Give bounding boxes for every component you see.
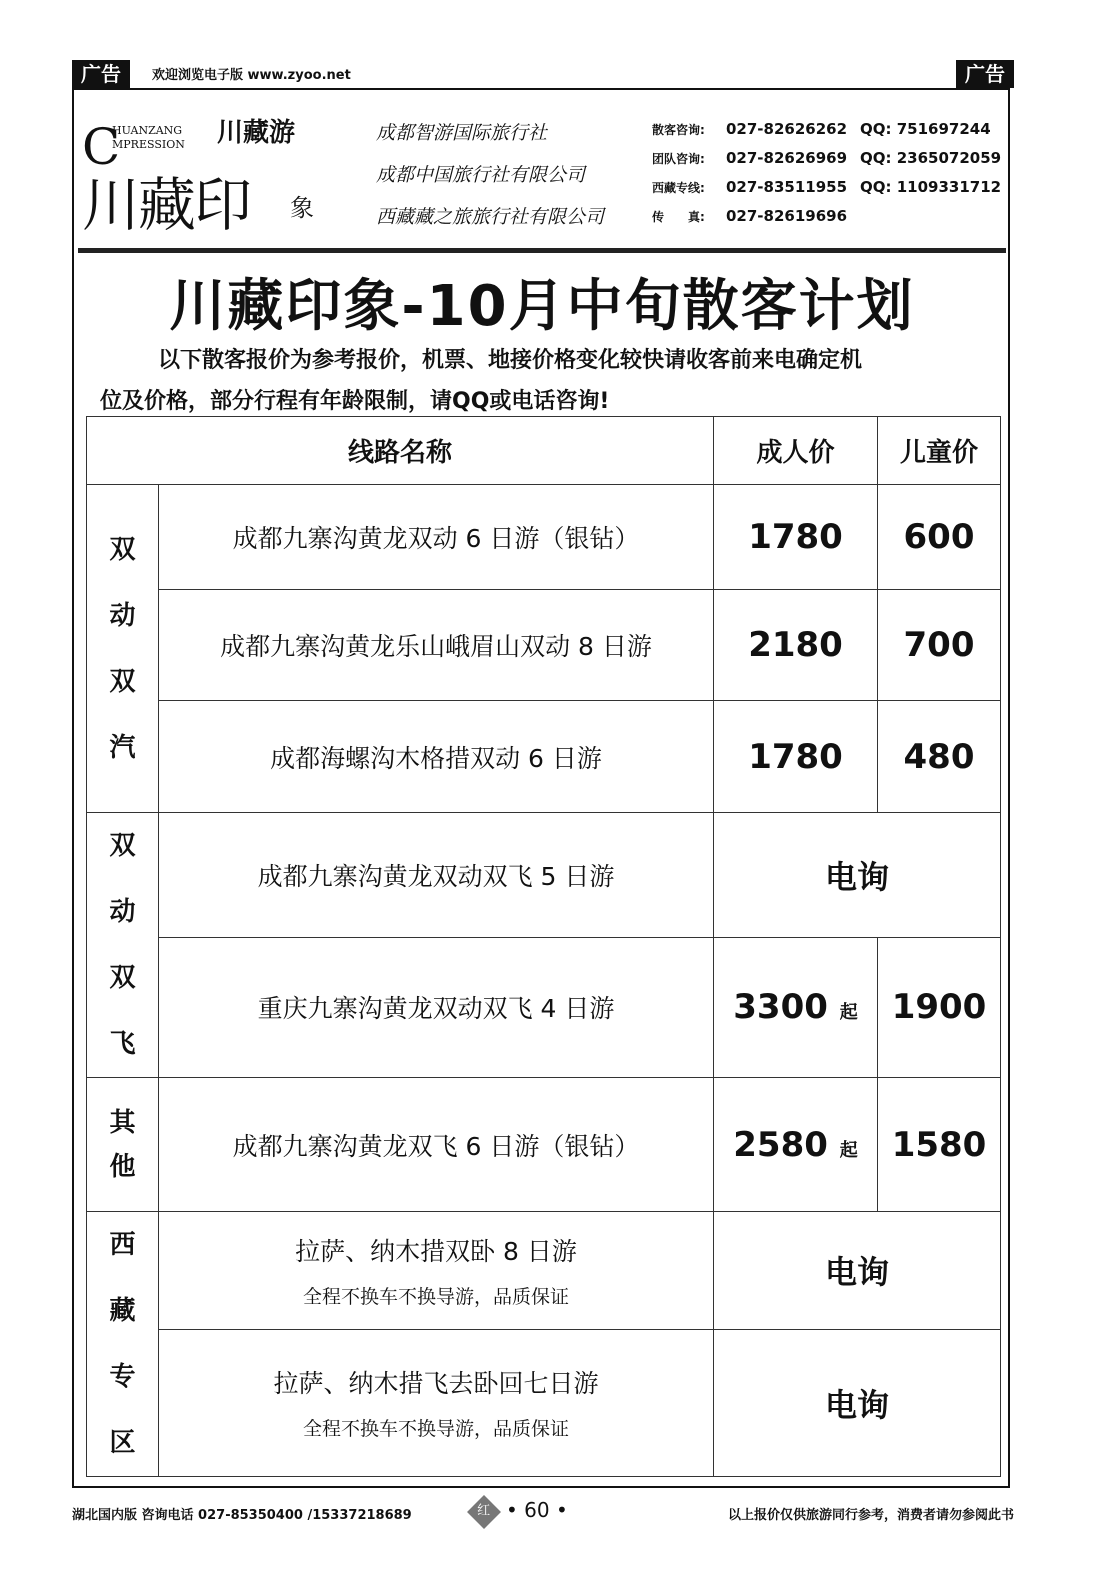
table-row (87, 1329, 1001, 1476)
logo-en-line1: HUANZANG (112, 124, 183, 137)
route-name: 成都海螺沟木格措双动 6 日游 (159, 701, 714, 813)
agency-name: 成都中国旅行社有限公司 (376, 164, 586, 186)
agency-name: 成都智游国际旅行社 (376, 122, 548, 144)
header-child: 儿童价 (878, 417, 1001, 485)
intro-line2: 位及价格，部分行程有年龄限制，请QQ或电话咨询! (100, 389, 610, 414)
route-name: 成都九寨沟黄龙双飞 6 日游（银钻） (159, 1078, 714, 1212)
table-row (87, 701, 1001, 813)
intro-text (100, 340, 1000, 422)
contact-row (652, 118, 1001, 147)
page-title: 川藏印象-10月中旬散客计划 (169, 274, 915, 339)
contact-label: 传 真: (652, 210, 705, 224)
contact-list (652, 118, 1001, 234)
contact-row (652, 147, 1001, 176)
route-name: 成都九寨沟黄龙乐山峨眉山双动 8 日游 (159, 590, 714, 701)
table-row (87, 590, 1001, 701)
contact-qq: QQ: 1109331712 (860, 178, 1002, 196)
route-name: 成都九寨沟黄龙双动 6 日游（银钻） (159, 485, 714, 590)
badge-text: 红 (477, 1503, 491, 1519)
child-price: 480 (878, 701, 1001, 813)
contact-fax: 027-82619696 (726, 207, 848, 225)
price-inquiry: 电询 (714, 1212, 1001, 1330)
adult-price (714, 937, 878, 1077)
adult-price: 2180 (714, 590, 878, 701)
route-note: 全程不换车不换导游，品质保证 (303, 1285, 570, 1308)
adult-price: 1780 (714, 485, 878, 590)
page-number-block (472, 1498, 568, 1524)
price-from-suffix: 起 (839, 1002, 858, 1024)
route-name: 成都九寨沟黄龙双动双飞 5 日游 (159, 813, 714, 938)
agency-list (376, 118, 604, 244)
logo-en-line2: MPRESSION (112, 138, 185, 151)
contact-phone: 027-82626262 (726, 120, 848, 138)
adult-price (714, 1078, 878, 1212)
ad-tag-right: 广告 (956, 60, 1014, 88)
top-bar (72, 60, 1014, 88)
route-name: 拉萨、纳木措飞去卧回七日游 (273, 1369, 599, 1399)
child-price: 600 (878, 485, 1001, 590)
agency-name: 西藏藏之旅旅行社有限公司 (376, 206, 605, 228)
child-price: 1900 (878, 937, 1001, 1077)
price-inquiry: 电询 (714, 1329, 1001, 1476)
contact-row (652, 205, 1001, 234)
header-route: 线路名称 (87, 417, 714, 485)
header-adult: 成人价 (714, 417, 878, 485)
contact-phone: 027-82626969 (726, 149, 848, 167)
adult-price-value: 3300 (733, 987, 828, 1028)
ad-tag-left: 广告 (72, 60, 130, 88)
route-name: 重庆九寨沟黄龙双动双飞 4 日游 (159, 937, 714, 1077)
table-row (87, 813, 1001, 938)
category-cell (87, 1078, 159, 1212)
adult-price-value: 2580 (733, 1124, 828, 1165)
logo (82, 108, 332, 239)
table-row (87, 485, 1001, 590)
contact-qq: QQ: 2365072059 (860, 149, 1002, 167)
route-cell (159, 1212, 714, 1330)
table-row (87, 937, 1001, 1077)
contact-label: 团队咨询: (652, 152, 705, 166)
red-badge-icon (467, 1495, 501, 1529)
page-number: • 60 • (506, 1498, 568, 1522)
contact-row (652, 176, 1001, 205)
route-name: 拉萨、纳木措双卧 8 日游 (295, 1236, 577, 1266)
contact-label: 西藏专线: (652, 181, 705, 195)
adult-price: 1780 (714, 701, 878, 813)
category-cell (87, 485, 159, 813)
category-label: 西藏专区 (109, 1230, 136, 1458)
category-label: 双动双汽 (109, 534, 136, 763)
price-inquiry: 电询 (714, 813, 1001, 938)
logo-xiang: 象 (290, 194, 314, 222)
category-cell (87, 1212, 159, 1477)
child-price: 700 (878, 590, 1001, 701)
contact-qq: QQ: 751697244 (860, 120, 991, 138)
footer-disclaimer: 以上报价仅供旅游同行参考，消费者请勿参阅此书 (727, 1508, 1014, 1523)
route-note: 全程不换车不换导游，品质保证 (303, 1418, 570, 1441)
contact-label: 散客咨询: (652, 123, 705, 137)
category-label: 其他 (109, 1107, 136, 1182)
contact-phone: 027-83511955 (726, 178, 848, 196)
table-row (87, 1078, 1001, 1212)
logo-big-text: 川藏印 (82, 171, 251, 239)
category-cell (87, 813, 159, 1078)
table-header-row (87, 417, 1001, 485)
footer-contact: 湖北国内版 咨询电话 027-85350400 /15337218689 (72, 1508, 412, 1523)
logo-brand: 川藏游 (217, 118, 296, 148)
welcome-text[interactable]: 欢迎浏览电子版 www.zyoo.net (152, 68, 351, 83)
price-table (86, 416, 1001, 1477)
header-divider (78, 248, 1006, 253)
child-price: 1580 (878, 1078, 1001, 1212)
page-footer (72, 1496, 1014, 1526)
price-from-suffix: 起 (839, 1139, 858, 1161)
logo-c-letter: C (82, 118, 121, 176)
intro-line1: 以下散客报价为参考报价，机票、地接价格变化较快请收客前来电确定机 (158, 348, 863, 373)
route-cell (159, 1329, 714, 1476)
category-label: 双动双飞 (109, 831, 136, 1059)
table-row (87, 1212, 1001, 1330)
